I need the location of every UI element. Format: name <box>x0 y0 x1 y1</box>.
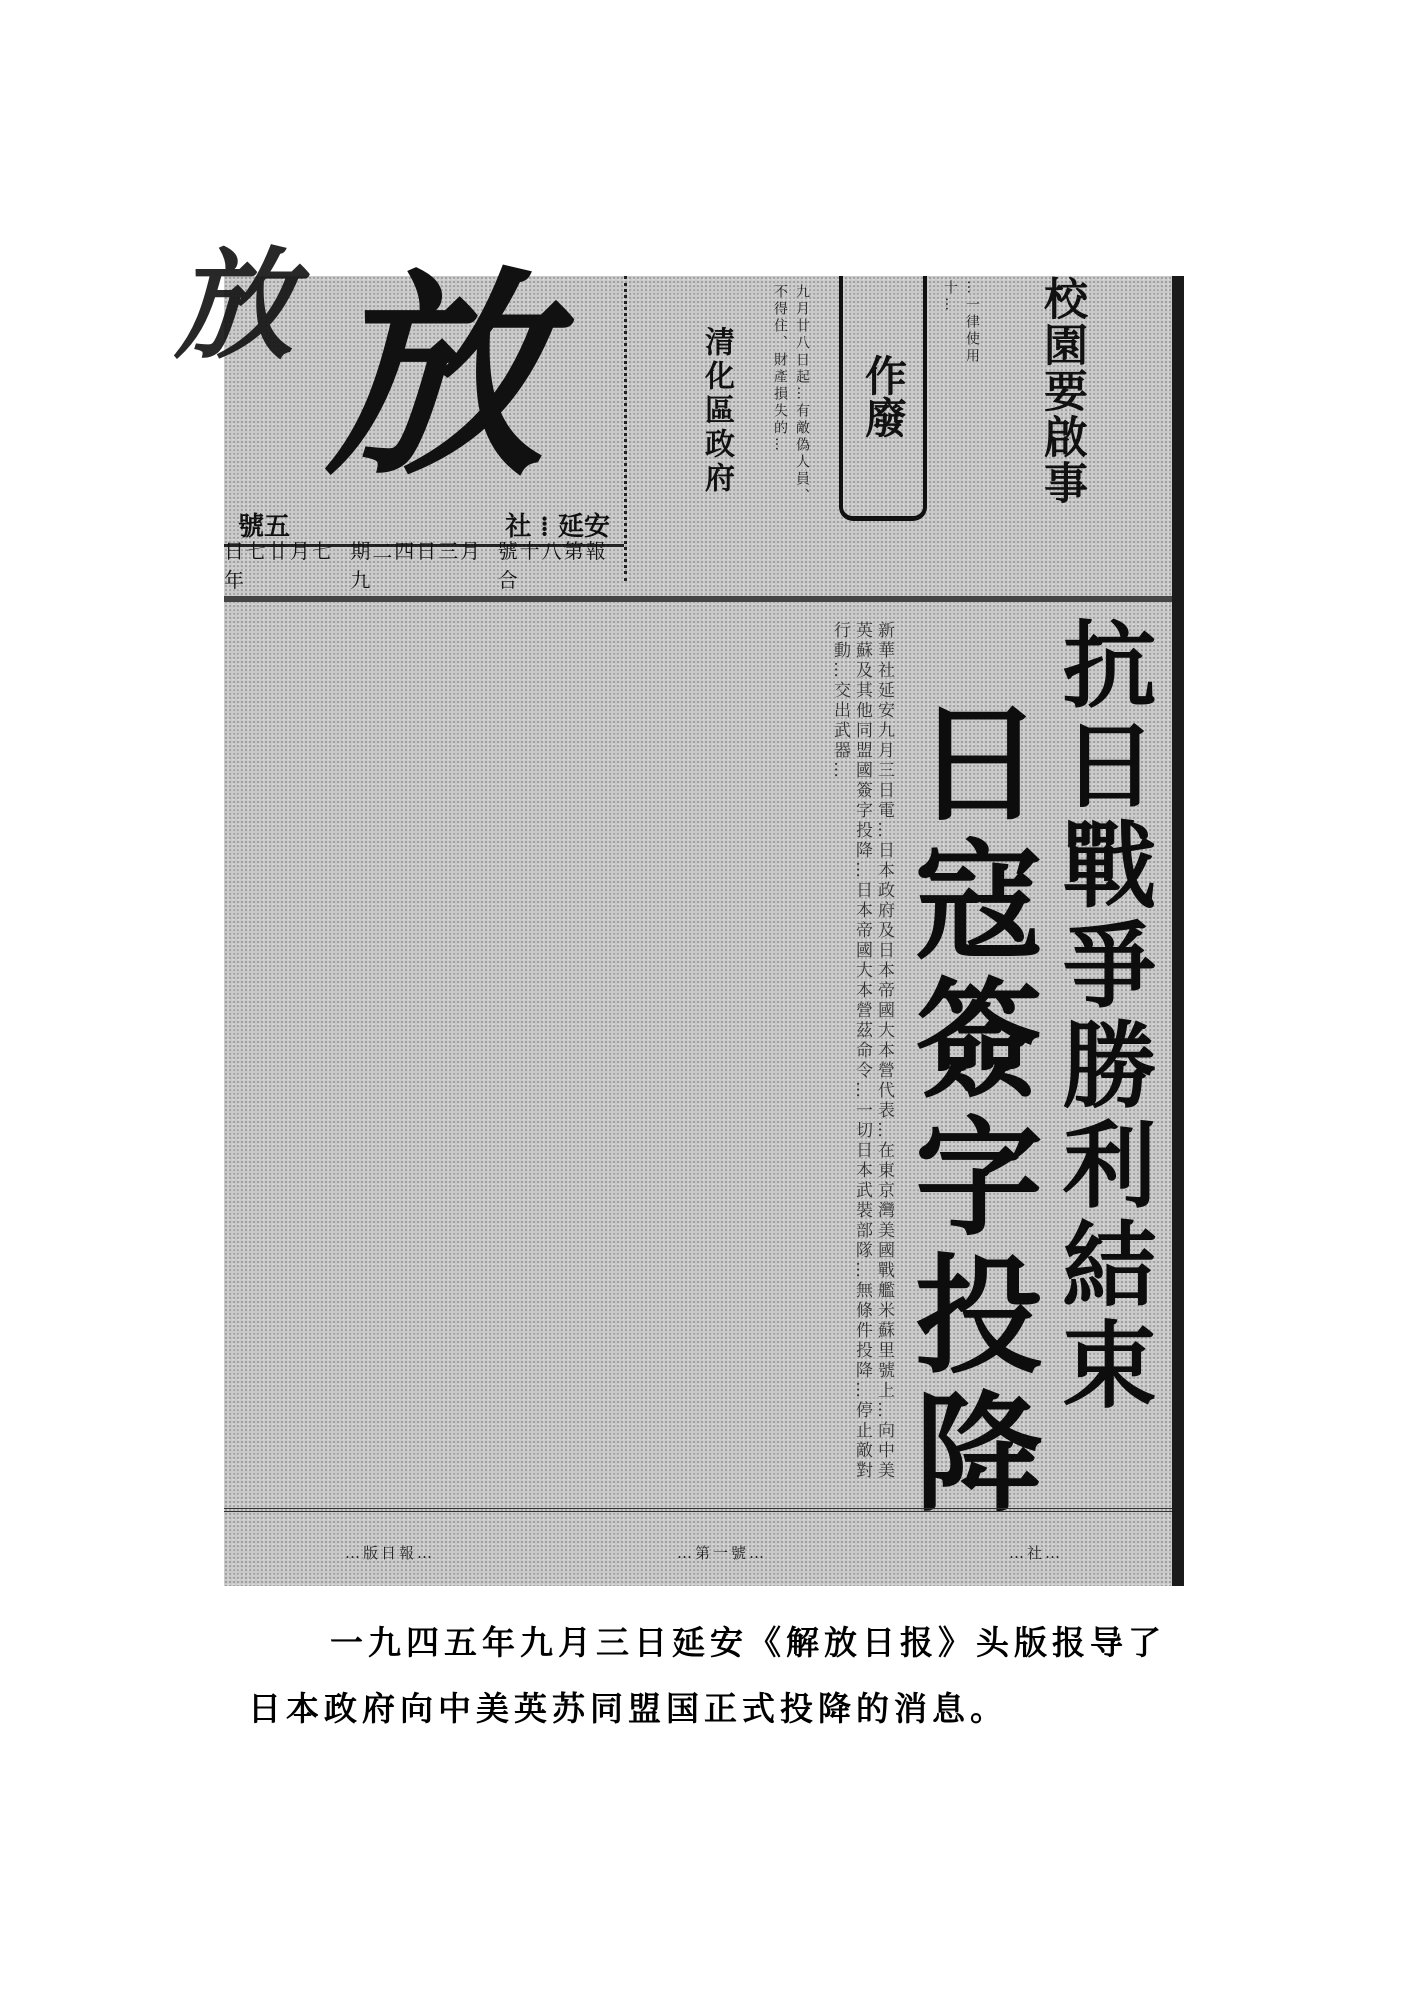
notice-text: …一律使用十… <box>942 280 980 365</box>
publisher: 社 ⁞ 延安 <box>505 512 610 542</box>
newspaper-photo <box>166 235 1184 1586</box>
footer-item: …第一號… <box>676 1543 767 1562</box>
date-strip-item: 日七廿月七年 <box>224 539 334 592</box>
issue-number: 號五 <box>238 512 291 542</box>
headline-primary: 抗日戰爭勝利結束 <box>1046 616 1156 1416</box>
newspaper-masthead <box>166 235 627 592</box>
section-divider <box>224 596 1184 602</box>
masthead-char: 放 <box>311 246 597 505</box>
footer-item: …版日報… <box>344 1543 435 1562</box>
bottom-rule <box>224 1508 1184 1512</box>
photo-caption: 一九四五年九月三日延安《解放日报》头版报导了日本政府向中美英苏同盟国正式投降的消息。 <box>248 1623 1166 1728</box>
date-strip-item: 號十八第報合 <box>497 539 608 592</box>
notice-text: 九月廿八日起…有敵偽人員、不得住、財產損失的… <box>772 284 810 505</box>
footer-strip <box>224 1522 1184 1582</box>
notice-headline: 校園要啟事 <box>1036 276 1087 506</box>
notice-org: 清化區政府 <box>699 326 734 496</box>
notice-bracket-label: 作廢 <box>859 354 908 438</box>
footer-item: …社… <box>1008 1543 1063 1562</box>
masthead-char: 放 <box>166 235 322 376</box>
date-strip <box>224 539 624 592</box>
notice-bracket-box <box>839 276 927 521</box>
date-strip-item: 期二四日三月九 <box>350 539 483 592</box>
photo-edge <box>1172 276 1184 1586</box>
headline-secondary: 日寇簽字投降 <box>893 696 1043 1524</box>
article-body: 新華社延安九月三日電…日本政府及日本帝國大本營代表…在東京灣美國戰艦米蘇里號上…向中美英蘇及其他同盟國簽字投降…日本帝國大本營茲命令…一切日本武裝部隊…無條件投降…停止敵對行動…交出武器… <box>830 621 894 1481</box>
